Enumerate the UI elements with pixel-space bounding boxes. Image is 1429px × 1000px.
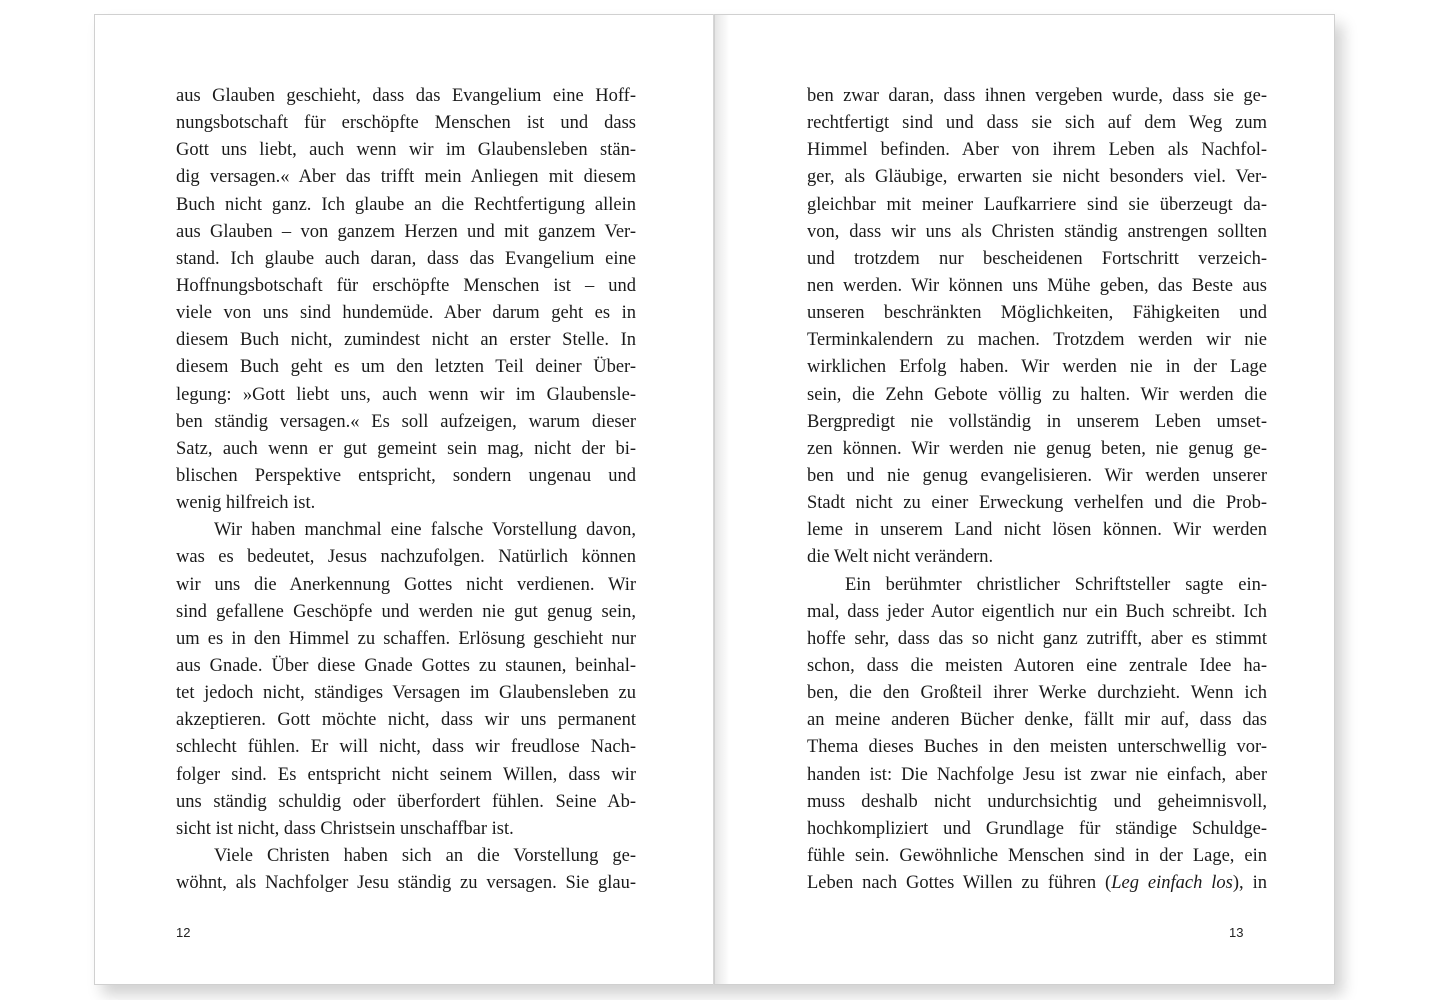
text-line: unseren beschränkten Möglichkeiten, Fähigkeiten und xyxy=(807,303,1267,324)
text-line: legung: »Gott liebt uns, auch wenn wir im Glaubensle- xyxy=(176,384,636,405)
text-line: tet jedoch nicht, ständiges Versagen im Glaubensleben zu xyxy=(176,683,636,704)
right-page-number: 13 xyxy=(1229,925,1244,940)
text-line: schon, dass die meisten Autoren eine zentrale Idee ha- xyxy=(807,655,1267,676)
text-line: Satz, auch wenn er gut gemeint sein mag, nicht der bi- xyxy=(176,438,636,459)
text-line: rechtfertigt sind und dass sie sich auf dem Weg zum xyxy=(807,113,1267,134)
text-line: diesem Buch geht es um den letzten Teil deiner Über- xyxy=(176,357,636,378)
text-line-part: Leben nach Gottes Willen zu führen ( xyxy=(807,873,1112,894)
text-line: ben zwar daran, dass ihnen vergeben wurde, dass sie ge- xyxy=(807,86,1267,106)
right-page xyxy=(714,14,1335,985)
left-page-number: 12 xyxy=(176,925,191,940)
left-page-text xyxy=(176,83,636,897)
text-line: muss deshalb nicht undurchsichtig und geheimnisvoll, xyxy=(807,791,1267,812)
right-page-text xyxy=(807,83,1267,897)
text-line: Himmel befinden. Aber von ihrem Leben als Nachfol- xyxy=(807,140,1267,161)
text-line: wirklichen Erfolg haben. Wir werden nie in der Lage xyxy=(807,357,1267,378)
text-line: schlecht fühlen. Er will nicht, dass wir freudlose Nach- xyxy=(176,737,636,758)
text-line: Thema dieses Buches in den meisten unterschwellig vor- xyxy=(807,737,1267,758)
text-line: aus Glauben – von ganzem Herzen und mit ganzem Ver- xyxy=(176,221,636,242)
text-line: sein, die Zehn Gebote völlig zu halten. Wir werden die xyxy=(807,384,1267,405)
text-line: diesem Buch nicht, zumindest nicht an erster Stelle. In xyxy=(176,330,636,351)
text-line: Wir haben manchmal eine falsche Vorstellung davon, xyxy=(214,520,636,541)
text-line: akzeptieren. Gott möchte nicht, dass wir uns permanent xyxy=(176,710,636,731)
text-line: sind gefallene Geschöpfe und werden nie gut genug sein, xyxy=(176,601,636,622)
text-line: wir uns die Anerkennung Gottes nicht verdienen. Wir xyxy=(176,574,636,595)
text-line: stand. Ich glaube auch daran, dass das Evangelium eine xyxy=(176,248,636,269)
text-line: ben und nie genug evangelisieren. Wir werden unserer xyxy=(807,465,1267,486)
gutter-shadow xyxy=(715,15,729,984)
text-line: und trotzdem nur bescheidenen Fortschritt verzeich- xyxy=(807,248,1267,269)
text-line: uns ständig schuldig oder überfordert fühlen. Seine Ab- xyxy=(176,791,636,812)
text-line: handen ist: Die Nachfolge Jesu ist zwar nie einfach, aber xyxy=(807,764,1267,785)
text-line: Hoffnungsbotschaft für erschöpfte Menschen ist – und xyxy=(176,275,636,296)
text-line: mal, dass jeder Autor eigentlich nur ein Buch schreibt. Ich xyxy=(807,601,1267,622)
text-line: Stadt nicht zu einer Erweckung verhelfen und die Prob- xyxy=(807,493,1267,514)
text-line: um es in den Himmel zu schaffen. Erlösung geschieht nur xyxy=(176,628,636,649)
text-line: an meine anderen Bücher denke, fällt mir auf, dass das xyxy=(807,710,1267,731)
text-line: hochkompliziert und Grundlage für ständige Schuldge- xyxy=(807,818,1267,839)
text-line-part: ), in xyxy=(1232,873,1267,894)
text-line xyxy=(807,870,1267,897)
text-line: dig versagen.« Aber das trifft mein Anliegen mit diesem xyxy=(176,167,636,188)
text-line: Bergpredigt nie vollständig in unserem Leben umset- xyxy=(807,411,1267,432)
text-line: aus Glauben geschieht, dass das Evangelium eine Hoff- xyxy=(176,86,636,106)
book-spread xyxy=(94,14,1335,985)
text-line: was es bedeutet, Jesus nachzufolgen. Natürlich können xyxy=(176,547,636,568)
text-line: gleichbar mit meiner Laufkarriere sind sie überzeugt da- xyxy=(807,194,1267,215)
text-line: ben ständig versagen.« Es soll aufzeigen, warum dieser xyxy=(176,411,636,432)
left-page xyxy=(94,14,714,985)
book-title-italic: Leg einfach los xyxy=(1111,873,1233,894)
text-line: von, dass wir uns als Christen ständig anstrengen sollten xyxy=(807,221,1267,242)
text-line: leme in unserem Land nicht lösen können. Wir werden xyxy=(807,520,1267,541)
text-line: fühle sein. Gewöhnliche Menschen sind in der Lage, ein xyxy=(807,845,1267,866)
text-line: wöhnt, als Nachfolger Jesu ständig zu versagen. Sie glau- xyxy=(176,873,636,894)
text-line: Ein berühmter christlicher Schriftsteller sagte ein- xyxy=(845,574,1267,595)
text-line: wenig hilfreich ist. xyxy=(176,493,316,514)
text-line: nungsbotschaft für erschöpfte Menschen ist und dass xyxy=(176,113,636,134)
text-line: hoffe sehr, dass das so nicht ganz zutrifft, aber es stimmt xyxy=(807,628,1267,649)
text-line: Viele Christen haben sich an die Vorstellung ge- xyxy=(214,845,636,866)
text-line: die Welt nicht verändern. xyxy=(807,547,994,568)
text-line: Buch nicht ganz. Ich glaube an die Rechtfertigung allein xyxy=(176,194,636,215)
text-line: ben, die den Großteil ihrer Werke durchzieht. Wenn ich xyxy=(807,683,1267,704)
text-line: Gott uns liebt, auch wenn wir im Glaubensleben stän- xyxy=(176,140,636,161)
text-line: zen können. Wir werden nie genug beten, nie genug ge- xyxy=(807,438,1267,459)
text-line: nen werden. Wir können uns Mühe geben, das Beste aus xyxy=(807,275,1267,296)
text-line: aus Gnade. Über diese Gnade Gottes zu staunen, beinhal- xyxy=(176,655,636,676)
text-line: sicht ist nicht, dass Christsein unschaffbar ist. xyxy=(176,818,514,839)
text-line: blischen Perspektive entspricht, sondern ungenau und xyxy=(176,465,636,486)
text-line: ger, als Gläubige, erwarten sie nicht besonders viel. Ver- xyxy=(807,167,1267,188)
book-gutter xyxy=(713,14,714,985)
text-line: folger sind. Es entspricht nicht seinem Willen, dass wir xyxy=(176,764,636,785)
text-line: viele von uns sind hundemüde. Aber darum geht es in xyxy=(176,303,636,324)
text-line: Terminkalendern zu machen. Trotzdem werden wir nie xyxy=(807,330,1267,351)
